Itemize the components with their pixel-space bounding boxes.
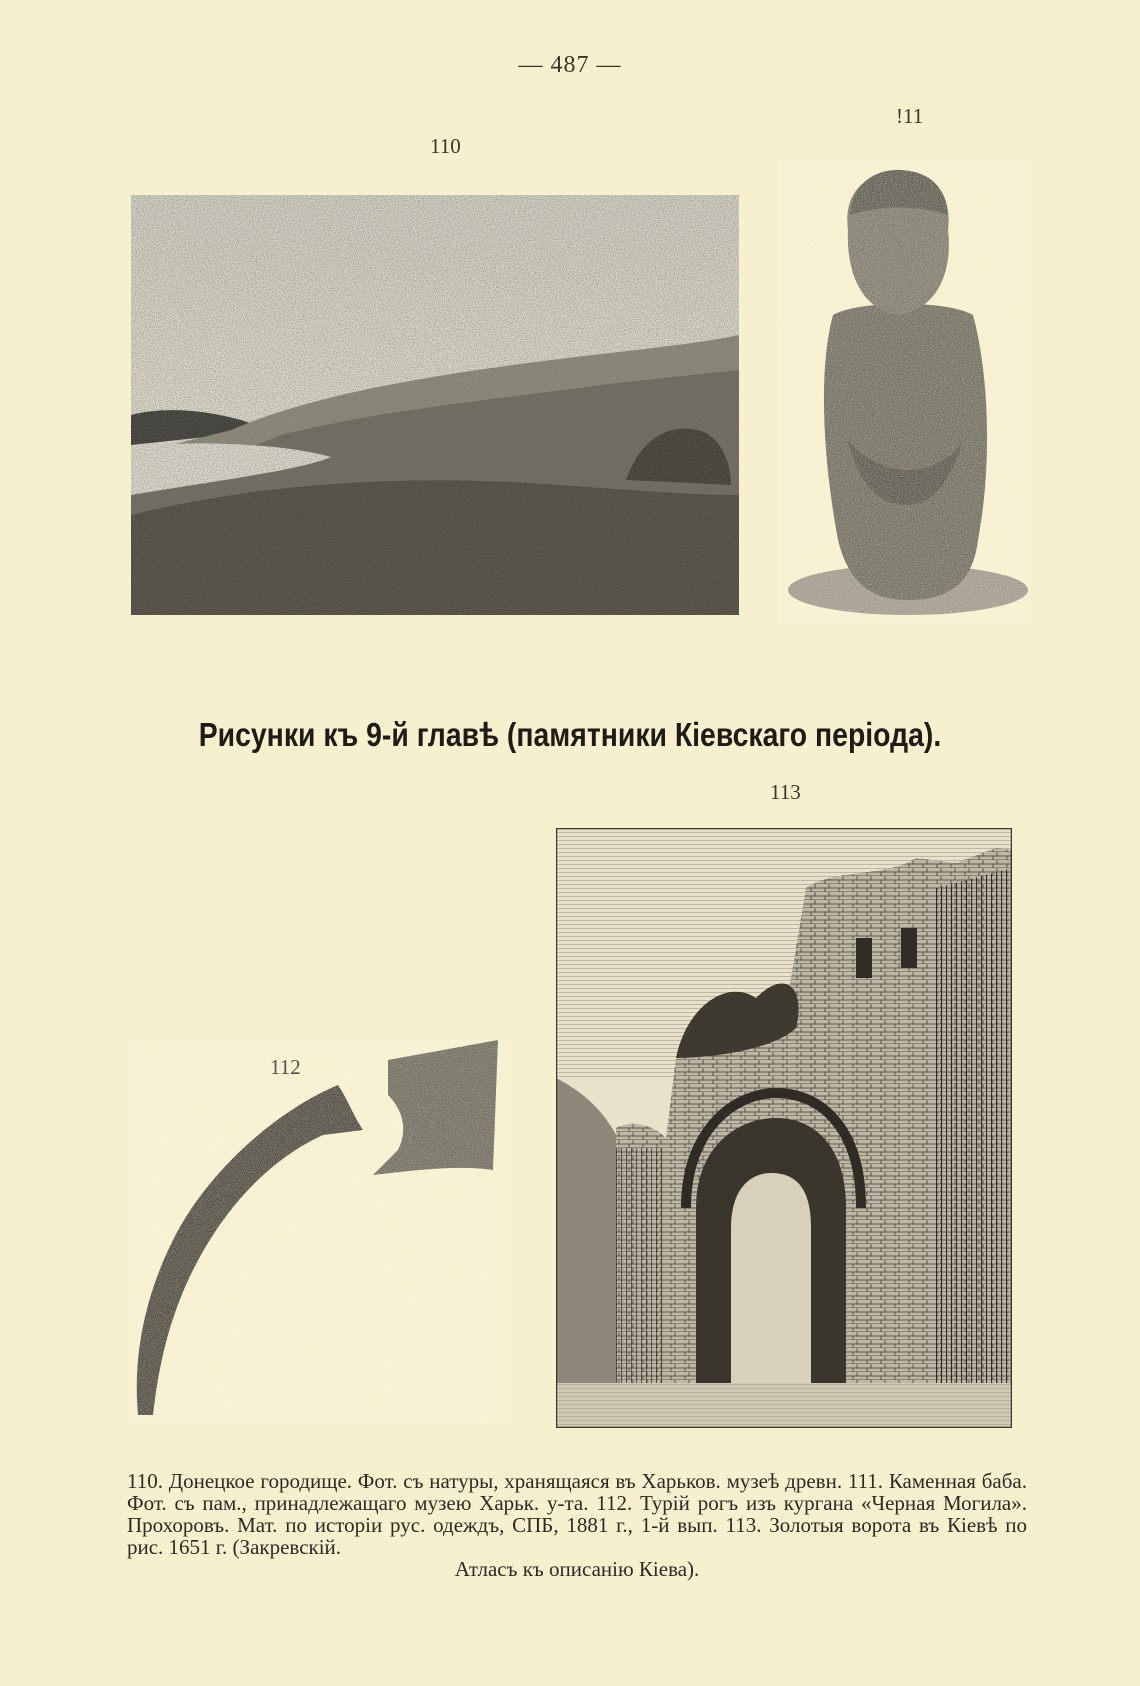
plate-heading: Рисунки къ 9-й главѣ (памятники Кіевскаго періода). [198,716,942,753]
figure-111-number: !11 [896,104,924,128]
caption-line: рогъ изъ кургана «Черная Могила». Прохоровъ. Мат. по исторіи рус. одеждъ, [127,1491,1027,1537]
figure-113-golden-gate-engraving [556,828,1012,1428]
figure-112-horn-drawing [128,1040,508,1425]
figure-113-number: 113 [770,780,801,804]
caption-line: 110. Донецкое городище. Фот. съ натуры, хранящаяся въ Харьков. музеѣ древн. [127,1469,843,1493]
caption-last-line: Атласъ къ описанію Кіева). [454,1557,700,1581]
figure-caption [127,1470,1027,1580]
figure-111-stone-statue-photo [778,160,1028,625]
figure-110-landscape-photo [131,195,739,615]
caption-line: СПБ, 1881 г., 1-й вып. 113. Золотыя ворота въ Кіевѣ по рис. 1651 г. (Закревскій. [127,1513,1027,1559]
page-number: — 487 — [518,52,622,78]
caption-line: 111. Каменная баба. Фот. съ пам., принадлежащаго музею Харьк. у-та. 112. Турій [127,1469,1027,1515]
figure-110-number: 110 [430,134,461,158]
